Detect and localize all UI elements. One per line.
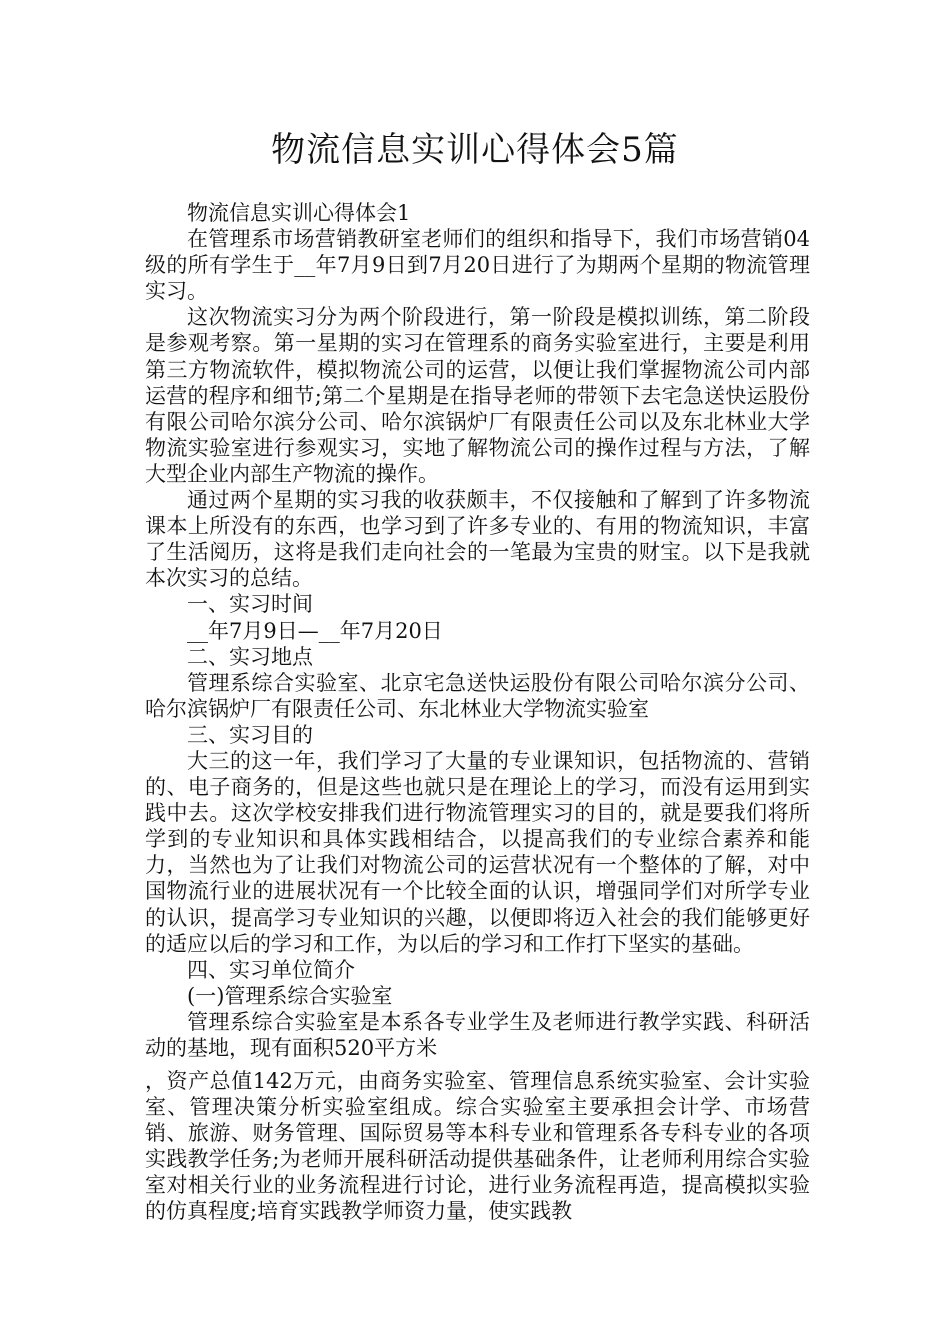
heading-internship-units: 四、实习单位简介 [187,957,355,982]
internship-place-value: 管理系综合实验室、北京宅急送快运股份有限公司哈尔滨分公司、哈尔滨锅炉厂有限责任公司、东北林业大学物流实验室 [145,670,810,721]
section-heading: 物流信息实训心得体会1 [187,201,411,225]
paragraph-intro: 在管理系市场营销教研室老师们的组织和指导下，我们市场营销04级的所有学生于__年7月9日到7月20日进行了为期两个星期的物流管理实习。 [145,227,810,304]
internship-purpose-value: 大三的这一年，我们学习了大量的专业课知识，包括物流的、营销的、电子商务的，但是这些也就只是在理论上的学习，而没有运用到实践中去。这次学校安排我们进行物流管理实习的目的，就是要我们将所学到的专业知识和具体实践相结合，以提高我们的专业综合素养和能力，当然也为了让我们对物流公司的运营状况有一个整体的了解，对中国物流行业的进展状况有一个比较全面的认识，增强同学们对所学专业的认识，提高学习专业知识的兴趣，以便即将迈入社会的我们能够更好的适应以后的学习和工作，为以后的学习和工作打下坚实的基础。 [145,748,810,956]
document-body-part1 [145,200,810,1061]
internship-time-value: __年7月9日—__年7月20日 [187,618,443,643]
document-body-part2 [145,1068,810,1225]
subheading-management-lab: (一)管理系综合实验室 [187,983,393,1008]
document-title: 物流信息实训心得体会5篇 [271,130,679,170]
paragraph-gains: 通过两个星期的实习我的收获颇丰，不仅接触和了解到了许多物流课本上所没有的东西，也学习到了许多专业的、有用的物流知识，丰富了生活阅历，这将是我们走向社会的一笔最为宝贵的财宝。以下是我就本次实习的总结。 [145,488,810,591]
paragraph-stages: 这次物流实习分为两个阶段进行，第一阶段是模拟训练，第二阶段是参观考察。第一星期的实习在管理系的商务实验室进行，主要是利用第三方物流软件，模拟物流公司的运营，以便让我们掌握物流公司内部运营的程序和细节;第二个星期是在指导老师的带领下去宅急送快运股份有限公司哈尔滨分公司、哈尔滨锅炉厂有限责任公司以及东北林业大学物流实验室进行参观实习，实地了解物流公司的操作过程与方法，了解大型企业内部生产物流的操作。 [145,305,810,486]
management-lab-description: 管理系综合实验室是本系各专业学生及老师进行教学实践、科研活动的基地，现有面积520平方米 [145,1009,810,1060]
heading-internship-time: 一、实习时间 [187,592,313,617]
heading-internship-place: 二、实习地点 [187,644,313,669]
management-lab-description-continued: ，资产总值142万元，由商务实验室、管理信息系统实验室、会计实验室、管理决策分析实验室组成。综合实验室主要承担会计学、市场营销、旅游、财务管理、国际贸易等本科专业和管理系各专科专业的各项实践教学任务;为老师开展科研活动提供基础条件，让老师利用综合实验室对相关行业的业务流程进行讨论，进行业务流程再造，提高模拟实验的仿真程度;培育实践教学师资力量，使实践教 [145,1069,810,1224]
heading-internship-purpose: 三、实习目的 [187,722,313,747]
